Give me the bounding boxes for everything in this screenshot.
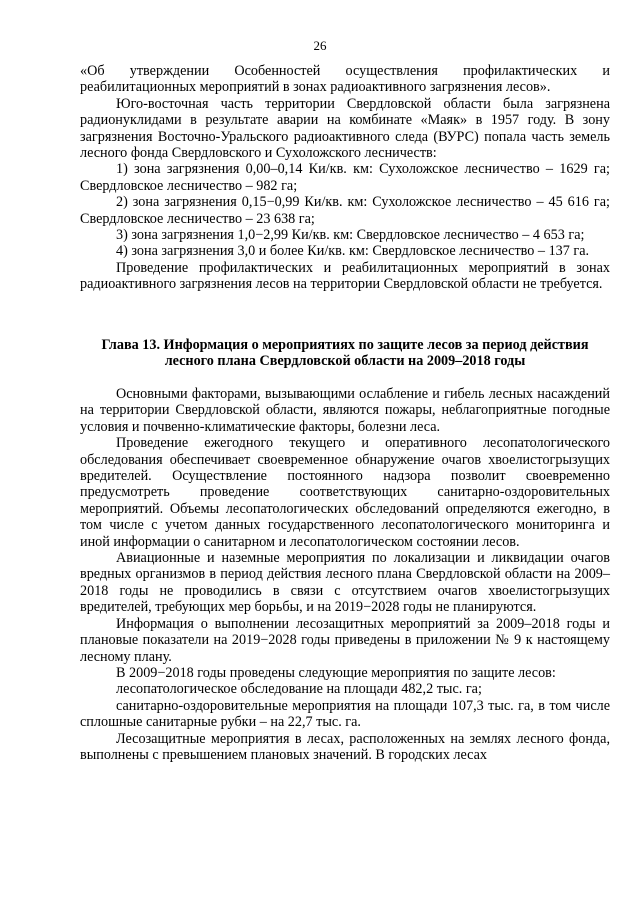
zone-1-item: 1) зона загрязнения 0,00–0,14 Ки/кв. км: Сухоложское лесничество – 1629 га; Свердловское лесничество – 982 га; — [80, 161, 610, 194]
protection-results-paragraph: Лесозащитные мероприятия в лесах, расположенных на землях лесного фонда, выполнены с превышением плановых значений. В городских лесах — [80, 730, 610, 763]
zone-4-item: 4) зона загрязнения 3,0 и более Ки/кв. км: Свердловское лесничество – 137 га. — [116, 243, 590, 260]
factors-paragraph: Основными факторами, вызывающими ослабление и гибель лесных насаждений на территории Свердловской области, являются пожары, неблагоприятные погодные условия и почвенно-климатические факторы, болезни леса. — [80, 386, 610, 435]
chapter-heading-line-2: лесного плана Свердловской области на 2009–2018 годы — [164, 353, 526, 370]
decree-title-paragraph: «Об утверждении Особенностей осуществления профилактических и реабилитационных мероприятий в зонах радиоактивного загрязнения лесов». — [80, 63, 610, 96]
intro-section — [80, 63, 610, 293]
zone-2-item: 2) зона загрязнения 0,15−0,99 Ки/кв. км: Сухоложское лесничество – 45 616 га; Свердловское лесничество – 23 638 га; — [80, 194, 610, 227]
chapter-heading — [80, 337, 610, 370]
chapter-body — [80, 386, 610, 763]
appendix-paragraph: Информация о выполнении лесозащитных мероприятий за 2009–2018 годы и плановые показатели на 2019−2028 годы приведены в приложении № 9 к настоящему лесному плану. — [80, 615, 610, 665]
contamination-paragraph: Юго-восточная часть территории Свердловской области была загрязнена радионуклидами в результате аварии на комбинате «Маяк» в 1957 году. В зону загрязнения Восточно-Уральского радиоактивного следа (ВУРС) попала часть земель лесного фонда Свердловского и Сухоложского лесничеств: — [80, 95, 610, 162]
no-measures-paragraph: Проведение профилактических и реабилитационных мероприятий в зонах радиоактивного загрязнения лесов на территории Свердловской области не требуется. — [80, 259, 610, 293]
measures-intro-paragraph: В 2009−2018 годы проведены следующие мероприятия по защите лесов: — [116, 664, 556, 681]
chapter-heading-line-1: Глава 13. Информация о мероприятиях по защите лесов за период действия — [101, 337, 589, 353]
zone-3-item: 3) зона загрязнения 1,0−2,99 Ки/кв. км: Свердловское лесничество – 4 653 га; — [116, 227, 585, 244]
survey-paragraph: Проведение ежегодного текущего и оперативного лесопатологического обследования обеспечивает своевременное обнаружение очагов хвоелистогрызущих вредителей. Осуществление постоянного надзора позволит своевременно предусмотреть проведение соответствующих санитарно-оздоровительных мероприятий. Объемы лесопатологических обследований определяются ежегодно, в том числе с учетом данных государственного лесопатологического мониторинга и иной информации о санитарном и лесопатологическом состоянии лесов. — [80, 435, 610, 550]
aviation-paragraph: Авиационные и наземные мероприятия по локализации и ликвидации очагов вредных организмов в период действия лесного плана Свердловской области на 2009–2018 годы не проводились в связи с отсутствием очагов хвоелистогрызущих вредителей, требующих мер борьбы, и на 2019−2028 годы не планируются. — [80, 550, 610, 616]
sanitary-measures-item: санитарно-оздоровительные мероприятия на площади 107,3 тыс. га, в том числе сплошные санитарные рубки – на 22,7 тыс. га. — [80, 697, 610, 731]
page-number: 26 — [313, 38, 327, 53]
survey-area-item: лесопатологическое обследование на площади 482,2 тыс. га; — [116, 681, 482, 698]
